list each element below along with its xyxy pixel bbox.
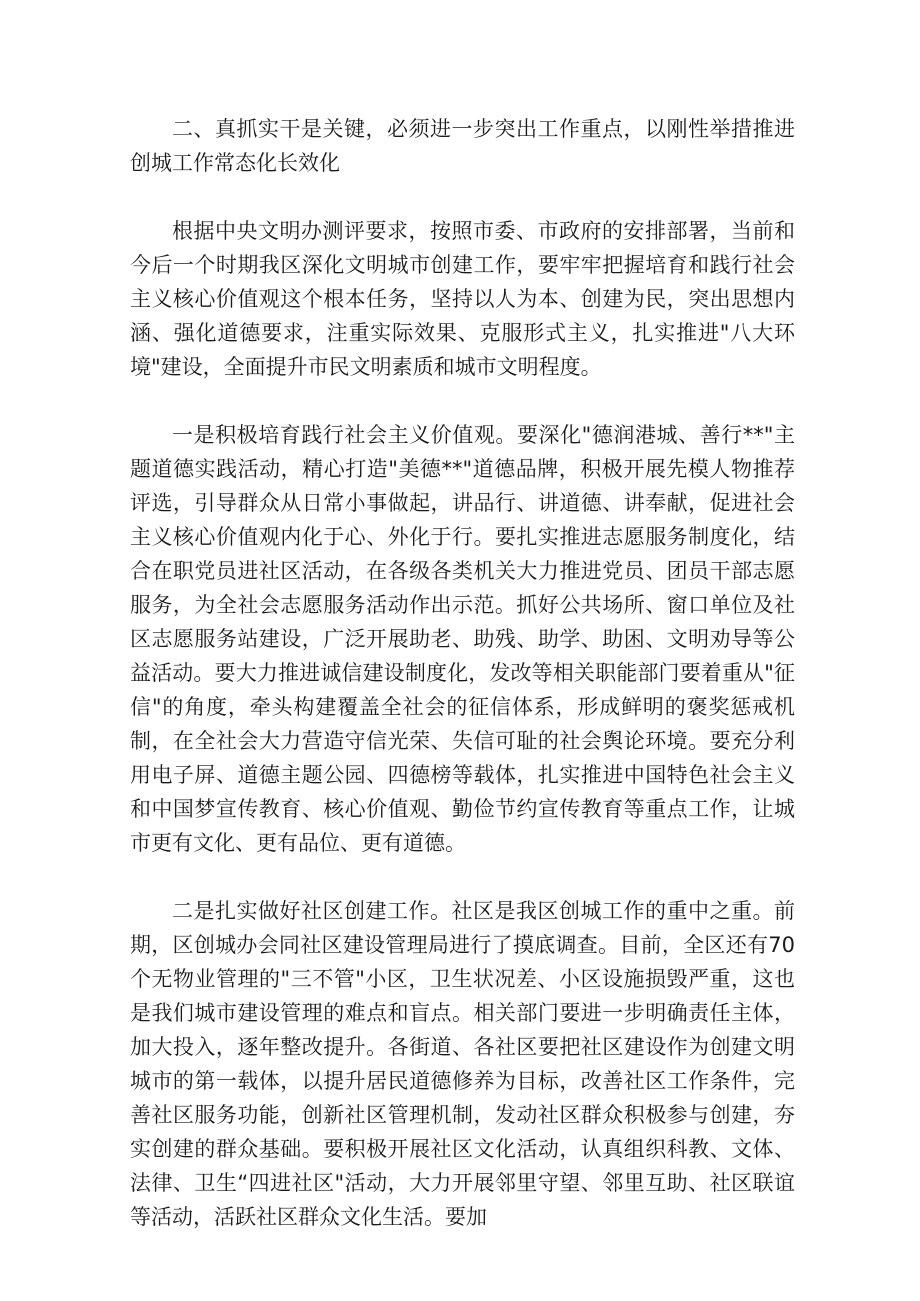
intro-paragraph: 根据中央文明办测评要求，按照市委、市政府的安排部署，当前和今后一个时期我区深化文明城市创建工作，要牢牢把握培育和践行社会主义核心价值观这个根本任务，坚持以人为本、创建为民，突出思想内涵、强化道德要求，注重实际效果、克服形式主义，扎实推进"八大环境"建设，全面提升市民文明素质和城市文明程度。 — [130, 219, 795, 379]
values-paragraph: 一是积极培育践行社会主义价值观。要深化"德润港城、善行**"主题道德实践活动，精心打造"美德**"道德品牌，积极开展先模人物推荐评选，引导群众从日常小事做起，讲品行、讲道德、讲奉献，促进社会主义核心价值观内化于心、外化于行。要扎实推进志愿服务制度化，结合在职党员进社区活动，在各级各类机关大力推进党员、团员干部志愿服务，为全社会志愿服务活动作出示范。抓好公共场所、窗口单位及社区志愿服务站建设，广泛开展助老、助残、助学、助困、文明劝导等公益活动。要大力推进诚信建设制度化，发改等相关职能部门要着重从"征信"的角度，牵头构建覆盖全社会的征信体系，形成鲜明的褒奖惩戒机制，在全社会大力营造守信光荣、失信可耻的社会舆论环境。要充分利用电子屏、道德主题公园、四德榜等载体，扎实推进中国特色社会主义和中国梦宣传教育、核心价值观、勤俭节约宣传教育等重点工作，让城市更有文化、更有品位、更有道德。 — [130, 423, 795, 855]
document-page — [130, 112, 795, 1234]
section-heading: 二、真抓实干是关键，必须进一步突出工作重点，以刚性举措推进创城工作常态化长效化 — [130, 117, 795, 175]
community-paragraph: 二是扎实做好社区创建工作。社区是我区创城工作的重中之重。前期，区创城办会同社区建设管理局进行了摸底调查。目前，全区还有70个无物业管理的"三不管"小区，卫生状况差、小区设施损毁严重，这也是我们城市建设管理的难点和盲点。相关部门要进一步明确责任主体，加大投入，逐年整改提升。各街道、各社区要把社区建设作为创建文明城市的第一载体，以提升居民道德修养为目标，改善社区工作条件，完善社区服务功能，创新社区管理机制，发动社区群众积极参与创建，夯实创建的群众基础。要积极开展社区文化活动，认真组织科教、文体、法律、卫生“四进社区"活动，大力开展邻里守望、邻里互助、社区联谊等活动，活跃社区群众文化生活。要加 — [130, 899, 795, 1229]
